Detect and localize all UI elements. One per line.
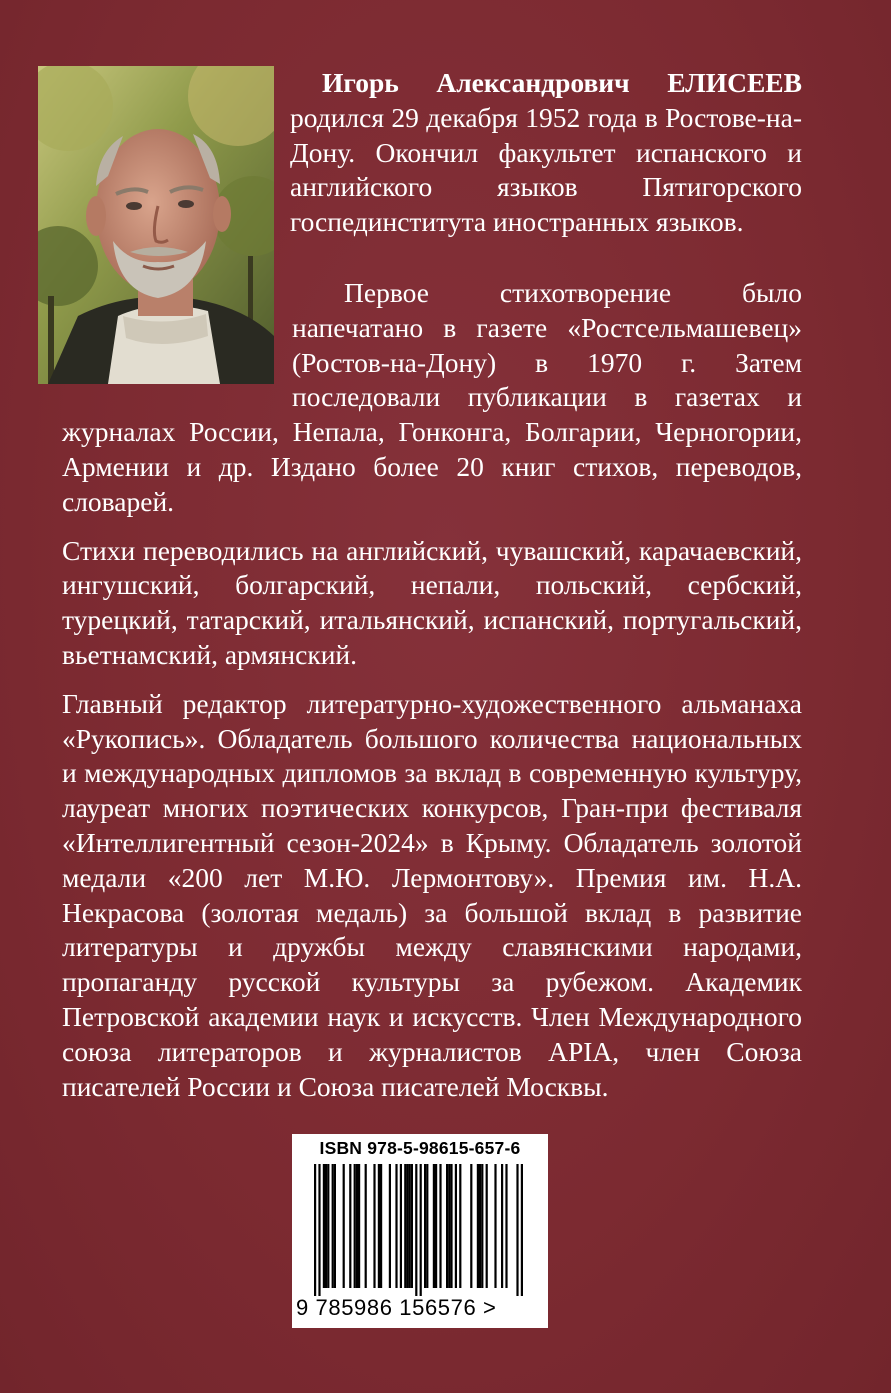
barcode-bar [433,1164,435,1288]
barcode-digits: 9 785986 156576 > [296,1295,497,1320]
barcode-bar [378,1164,380,1288]
barcode-bar [439,1164,441,1288]
barcode-bar [389,1164,391,1288]
barcode-bar [358,1164,360,1288]
barcode-bar [486,1164,488,1288]
barcode-bar [334,1164,336,1288]
barcode-bar [448,1164,450,1288]
barcode-bar [424,1164,426,1288]
barcode-bar [406,1164,408,1288]
barcode-bar [380,1164,382,1288]
barcode-bar [479,1164,481,1288]
barcode-bar [450,1164,452,1288]
barcode-bar [470,1164,472,1288]
barcode-bar [446,1164,448,1288]
bio-paragraph-translations: Стихи переводились на английский, чувашский, карачаевский, ингушский, болгарский, непали, польский, сербский, турецкий, татарский, итальянский, испанский, португальский, вьетнамский, армянский. [62,534,802,670]
barcode-bars-icon [306,1164,532,1296]
barcode-bar [415,1164,417,1296]
barcode-bar [494,1164,496,1288]
barcode-bar [314,1164,316,1296]
barcode-bar [426,1164,428,1288]
barcode-bar [411,1164,413,1288]
author-intro [290,66,802,240]
barcode-bar [343,1164,345,1288]
barcode-bar [354,1164,356,1288]
bio-paragraph-achievements: Главный редактор литературно-художественного альманаха «Рукопись». Обладатель большого количества национальных и международных дипломов за вклад в современную культуру, лауреат многих поэтических конкурсов, Гран-при фестиваля «Интеллигентный сезон-2024» в Крыму. Обладатель золотой медали «200 лет М.Ю. Лермонтову». Премия им. Н.А. Некрасова (золотая медаль) за большой вклад в развитие литературы и дружбы между славянскими народами, пропаганду русской культуры за рубежом. Академик Петровской академии наук и искусств. Член Международного союза литераторов и журналистов АРІА, член Союза писателей России и Союза писателей Москвы. [62,687,802,1102]
barcode-bar [409,1164,411,1288]
author-intro-text: родился 29 декабря 1952 года в Ростове-на-Дону. Окончил факультет испанского и английского языков Пятигорского госпединститута иностранных языков. [290,101,802,238]
isbn-barcode [292,1134,548,1328]
barcode-bar [373,1164,375,1288]
barcode-bar [349,1164,351,1288]
barcode-bar [516,1164,518,1296]
barcode-bar [435,1164,437,1288]
barcode-bar [365,1164,367,1288]
barcode-bar [400,1164,402,1288]
barcode-bar [501,1164,503,1288]
isbn-label: ISBN 978-5-98615-657-6 [319,1138,521,1158]
barcode-bar [318,1164,320,1296]
barcode-bar [404,1164,406,1288]
author-biography [62,276,802,1118]
barcode-bar [327,1164,329,1288]
barcode-bar [505,1164,507,1288]
barcode-bar [459,1164,461,1288]
barcode-bar [323,1164,325,1288]
barcode-bar [325,1164,327,1288]
author-name: Игорь Александрович ЕЛИСЕЕВ [322,67,802,98]
barcode-bar [455,1164,457,1288]
barcode-bar [420,1164,422,1296]
bio-paragraph-publications: Первое стихотворение было напечатано в газете «Ростсельмашевец» (Ростов-на-Дону) в 1970 г. Затем последовали публикации в газетах и журналах России, Непала, Гонконга, Болгарии, Черногории, Армении и др. Издано более 20 книг стихов, переводов, словарей. [62,277,802,517]
barcode-bar [332,1164,334,1288]
barcode-bar [521,1164,523,1296]
barcode-bar [395,1164,397,1288]
barcode-bar [356,1164,358,1288]
barcode-bar [477,1164,479,1288]
barcode-bar [481,1164,483,1288]
